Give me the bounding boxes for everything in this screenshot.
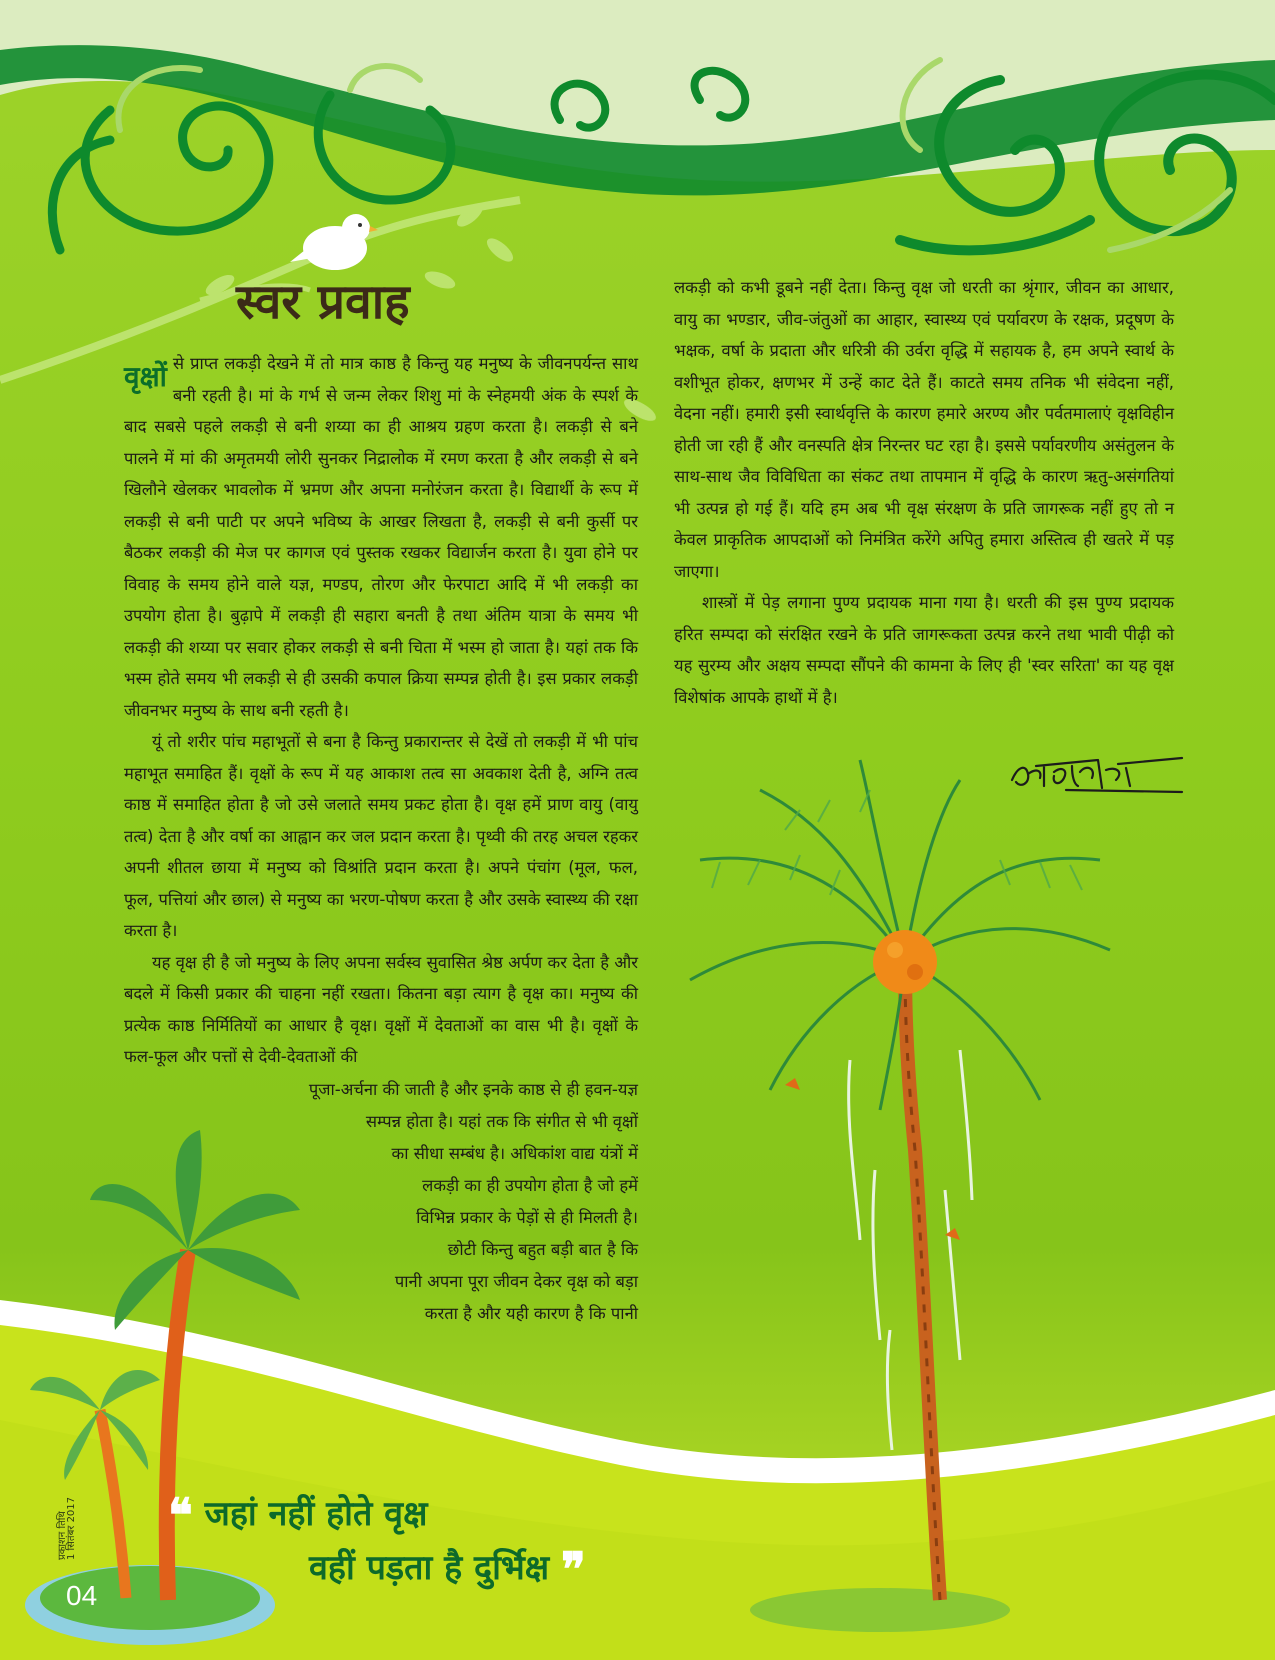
left-article-tail-3 bbox=[330, 1138, 638, 1170]
publication-date bbox=[58, 1490, 76, 1560]
text-line: पानी अपना पूरा जीवन देकर वृक्ष को बड़ा bbox=[394, 1272, 638, 1291]
close-quote-icon: ❞ bbox=[561, 1542, 586, 1596]
text-line: सम्पन्न होता है। यहां तक कि संगीत से भी वृक्षों bbox=[365, 1112, 638, 1131]
drop-word: वृक्षों bbox=[124, 360, 167, 393]
quote-text: वहीं पड़ता है दुर्भिक्ष bbox=[309, 1548, 550, 1588]
left-article-tail-7 bbox=[340, 1266, 638, 1298]
paragraph bbox=[124, 348, 638, 726]
text-line: करता है और यही कारण है कि पानी bbox=[424, 1304, 638, 1323]
publication-date-label: प्रकाशन तिथि bbox=[57, 1511, 68, 1560]
paragraph: यह वृक्ष ही है जो मनुष्य के लिए अपना सर्वस्व सुवासित श्रेष्ठ अर्पण कर देता है और बदले में किसी प्रकार की चाहना नहीं रखता। कितना बड़ा त्याग है वृक्ष का। मनुष्य की प्रत्येक काष्ठ निर्मितियों का आधार है वृक्ष। वृक्षों में देवताओं का वास भी है। वृक्षों के फल-फूल और पत्तों से देवी-देवताओं की bbox=[124, 952, 638, 1066]
open-quote-icon: ❝ bbox=[168, 1488, 193, 1542]
quote-text: जहां नहीं होते वृक्ष bbox=[204, 1494, 428, 1534]
text-line: पूजा-अर्चना की जाती है और इनके काष्ठ से ही हवन-यज्ञ bbox=[308, 1080, 638, 1099]
page-number: 04 bbox=[66, 1580, 98, 1611]
paragraph: शास्त्रों में पेड़ लगाना पुण्य प्रदायक माना गया है। धरती की इस पुण्य प्रदायक हरित सम्पदा को संरक्षित रखने के प्रति जागरूकता उत्पन्न करने तथा भावी पीढ़ी को यह सुरम्य और अक्षय सम्पदा सौंपने की कामना के लिए ही 'स्वर सरिता' का यह वृक्ष विशेषांक आपके हाथों में है। bbox=[674, 593, 1174, 707]
page-title: स्वर प्रवाह bbox=[236, 274, 410, 330]
text-line: लकड़ी का ही उपयोग होता है जो हमें bbox=[422, 1176, 638, 1195]
text-line: का सीधा सम्बंध है। अधिकांश वाद्य यंत्रों में bbox=[391, 1144, 638, 1163]
signature bbox=[1006, 746, 1184, 806]
text-line: छोटी किन्तु बहुत बड़ी बात है कि bbox=[447, 1240, 638, 1259]
left-article-tail-4 bbox=[340, 1170, 638, 1202]
publication-date-value: 1 सितंबर 2017 bbox=[66, 1496, 77, 1560]
paragraph: यूं तो शरीर पांच महाभूतों से बना है किन्तु प्रकारान्तर से देखें तो लकड़ी में भी पांच महाभूत समाहित हैं। वृक्षों के रूप में यह आकाश तत्व सा अवकाश देती है, अग्नि तत्व काष्ठ में समाहित होता है जो उसे जलाते समय प्रकट होता है। वृक्ष हमें प्राण वायु (वायु तत्व) देता है और वर्षा का आह्वान कर जल प्रदान करता है। पृथ्वी की तरह अचल रहकर अपनी शीतल छाया में मनुष्य को विश्रांति प्रदान करता है। अपने पंचांग (मूल, फल, फूल, पत्तियां और छाल) से मनुष्य का भरण-पोषण करता है और उसके स्वास्थ्य की रक्षा करता है। bbox=[124, 732, 638, 940]
paragraph-text: से प्राप्त लकड़ी देखने में तो मात्र काष्ठ है किन्तु यह मनुष्य के जीवनपर्यन्त साथ बनी रहती है। मां के गर्भ से जन्म लेकर शिशु मां के स्नेहमयी अंक के स्पर्श के बाद सबसे पहले लकड़ी से बनी शय्या का ही आश्रय ग्रहण करता है। लकड़ी से बने पालने में मां की अमृतमयी लोरी सुनकर निद्रालोक में रमण करता है और लकड़ी से बने खिलौने खेलकर भावलोक में भ्रमण और अपना मनोरंजन करता है। विद्यार्थी के रूप में लकड़ी से बनी पाटी पर अपने भविष्य के आखर लिखता है, लकड़ी से बनी कुर्सी पर बैठकर लकड़ी की मेज पर कागज एवं पुस्तक रखकर विद्यार्जन करता है। युवा होने पर विवाह के समय होने वाले यज्ञ, मण्डप, तोरण और फेरपाटा आदि में भी लकड़ी का उपयोग होता है। बुढ़ापे में लकड़ी ही सहारा बनती है तथा अंतिम यात्रा के समय भी लकड़ी की शय्या पर सवार होकर लकड़ी से बनी चिता में भस्म हो जाता है। यहां तक कि भस्म होते समय भी लकड़ी से ही उसकी कपाल क्रिया सम्पन्न होती है। इस प्रकार लकड़ी जीवनभर मनुष्य के साथ बनी रहती है। bbox=[124, 354, 638, 720]
left-article-tail-2 bbox=[300, 1106, 638, 1138]
left-article-tail bbox=[282, 1074, 638, 1106]
right-article-column bbox=[674, 272, 1174, 713]
text-line: विभिन्न प्रकार के पेड़ों से ही मिलती है। bbox=[416, 1208, 638, 1227]
left-article-column bbox=[124, 348, 638, 1073]
paragraph: लकड़ी को कभी डूबने नहीं देता। किन्तु वृक्ष जो धरती का श्रृंगार, जीवन का आधार, वायु का भण्डार, जीव-जंतुओं का आहार, स्वास्थ्य एवं पर्यावरण के रक्षक, प्रदूषण के भक्षक, वर्षा के प्रदाता और धरित्री की उर्वरा वृद्धि में सहायक है, हम अपने स्वार्थ के वशीभूत होकर, क्षणभर में उन्हें काट देते हैं। काटते समय तनिक भी संवेदना नहीं, वेदना नहीं। हमारी इसी स्वार्थवृत्ति के कारण हमारे अरण्य और पर्वतमालाएं वृक्षविहीन होती जा रही हैं और वनस्पति क्षेत्र निरन्तर घट रहा है। इससे पर्यावरणीय असंतुलन के साथ-साथ जैव विविधिता का संकट तथा तापमान में वृद्धि के कारण ऋतु-असंगतियां भी उत्पन्न हो गई हैं। यदि हम अब भी वृक्ष संरक्षण के प्रति जागरूक नहीं हुए तो न केवल प्राकृतिक आपदाओं को निमंत्रित करेंगे अपितु हमारा अस्तित्व ही खतरे में पड़ जाएगा। bbox=[674, 278, 1174, 581]
quote-line-2 bbox=[309, 1542, 586, 1596]
left-article-tail-5 bbox=[340, 1202, 638, 1234]
quote-line-1 bbox=[168, 1488, 428, 1542]
left-article-tail-6 bbox=[340, 1234, 638, 1266]
left-article-tail-8 bbox=[340, 1298, 638, 1330]
